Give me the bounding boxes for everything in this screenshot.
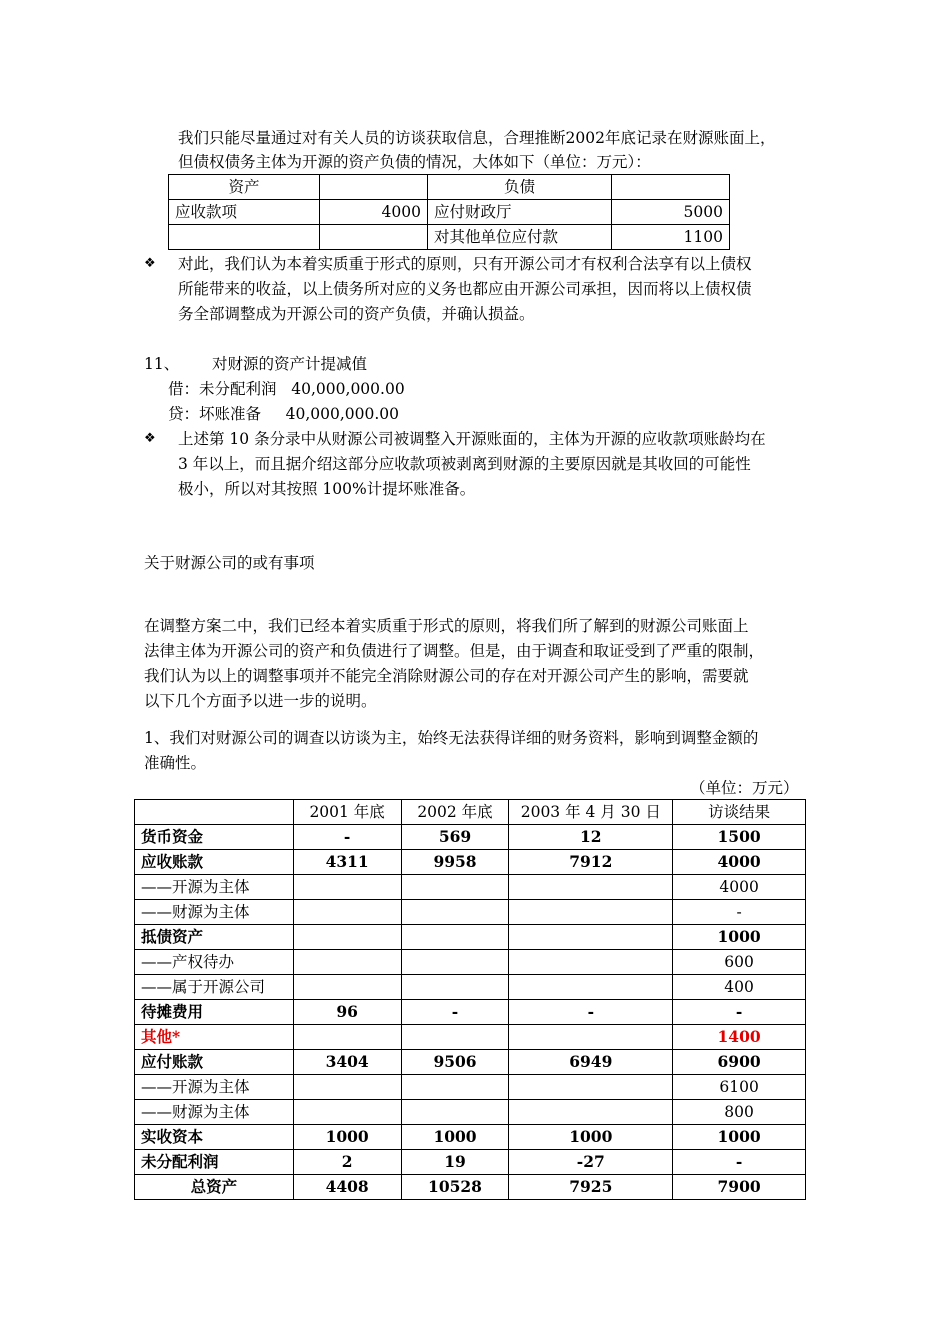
table-cell xyxy=(509,975,673,1000)
header-cell xyxy=(135,800,294,825)
table-cell: 19 xyxy=(401,1150,509,1175)
table-row xyxy=(135,1050,806,1075)
debit-entry: 借：未分配利润 40,000,000.00 xyxy=(168,380,405,398)
table-cell: 96 xyxy=(293,1000,401,1025)
row-label: ——开源为主体 xyxy=(135,875,294,900)
table-cell: 1500 xyxy=(673,825,806,850)
table-row xyxy=(135,1150,806,1175)
row-label: ——产权待办 xyxy=(135,950,294,975)
table-cell xyxy=(509,900,673,925)
header-cell: 2002 年底 xyxy=(401,800,509,825)
header-cell: 访谈结果 xyxy=(673,800,806,825)
table-cell: 6949 xyxy=(509,1050,673,1075)
table-cell: 12 xyxy=(509,825,673,850)
bullet1-line-1: 对此，我们认为本着实质重于形式的原则，只有开源公司才有权利合法享有以上债权 xyxy=(178,255,752,273)
table-cell: 7912 xyxy=(509,850,673,875)
row-label: 待摊费用 xyxy=(135,1000,294,1025)
bullet-icon: ❖ xyxy=(144,431,156,446)
table-cell xyxy=(293,1025,401,1050)
item-number: 11、 xyxy=(144,355,180,373)
table-cell xyxy=(293,1100,401,1125)
header-blank xyxy=(612,175,730,200)
table-cell: - xyxy=(293,825,401,850)
table-cell xyxy=(293,900,401,925)
table-cell xyxy=(509,1075,673,1100)
table-cell: 9958 xyxy=(401,850,509,875)
table-row xyxy=(135,900,806,925)
para2-line-1: 1、我们对财源公司的调查以访谈为主，始终无法获得详细的财务资料，影响到调整金额的 xyxy=(144,729,759,747)
table-cell: - xyxy=(673,900,806,925)
table-cell: 4408 xyxy=(293,1175,401,1200)
table-cell: 3404 xyxy=(293,1050,401,1075)
bullet1-line-2: 所能带来的收益，以上债务所对应的义务也都应由开源公司承担，因而将以上债权债 xyxy=(178,280,752,298)
table-row xyxy=(169,200,730,225)
table-cell xyxy=(509,925,673,950)
row-label: 货币资金 xyxy=(135,825,294,850)
table-cell: 2 xyxy=(293,1150,401,1175)
bullet2-line-3: 极小，所以对其按照 100%计提坏账准备。 xyxy=(178,480,476,498)
row-label: 抵债资产 xyxy=(135,925,294,950)
table-cell: 600 xyxy=(673,950,806,975)
table-cell: 1400 xyxy=(673,1025,806,1050)
bullet-icon: ❖ xyxy=(144,256,156,271)
item-title: 对财源的资产计提减值 xyxy=(212,355,368,373)
table-cell xyxy=(509,1100,673,1125)
table-cell: 1000 xyxy=(673,1125,806,1150)
table-cell: 1000 xyxy=(509,1125,673,1150)
bullet1-line-3: 务全部调整成为开源公司的资产负债，并确认损益。 xyxy=(178,305,535,323)
table-cell: 6100 xyxy=(673,1075,806,1100)
table-cell: - xyxy=(673,1000,806,1025)
table-cell: 569 xyxy=(401,825,509,850)
table-cell: 4000 xyxy=(673,875,806,900)
table-row xyxy=(135,1025,806,1050)
para2-line-2: 准确性。 xyxy=(144,754,207,772)
row-label: 未分配利润 xyxy=(135,1150,294,1175)
table-row xyxy=(135,1075,806,1100)
row-label: ——开源为主体 xyxy=(135,1075,294,1100)
bullet2-line-2: 3 年以上，而且据介绍这部分应收款项被剥离到财源的主要原因就是其收回的可能性 xyxy=(178,455,751,473)
header-cell: 2001 年底 xyxy=(293,800,401,825)
table-cell xyxy=(293,875,401,900)
table-cell xyxy=(509,950,673,975)
row-label: 实收资本 xyxy=(135,1125,294,1150)
bullet2-line-1: 上述第 10 条分录中从财源公司被调整入开源账面的，主体为开源的应收款项账龄均在 xyxy=(178,430,766,448)
intro-line-1: 我们只能尽量通过对有关人员的访谈获取信息，合理推断2002年底记录在财源账面上， xyxy=(178,129,776,147)
table-cell: - xyxy=(509,1000,673,1025)
header-blank xyxy=(320,175,428,200)
table-row xyxy=(135,850,806,875)
table-cell: 应付财政厅 xyxy=(428,200,612,225)
table-row xyxy=(135,1125,806,1150)
table-cell: 9506 xyxy=(401,1050,509,1075)
header-cell: 2003 年 4 月 30 日 xyxy=(509,800,673,825)
table-cell xyxy=(509,1025,673,1050)
table-cell: 对其他单位应付款 xyxy=(428,225,612,250)
table-cell: - xyxy=(673,1150,806,1175)
table-cell: 1000 xyxy=(293,1125,401,1150)
table-cell xyxy=(293,950,401,975)
table-cell xyxy=(401,1025,509,1050)
table-cell: 7900 xyxy=(673,1175,806,1200)
table-cell: 400 xyxy=(673,975,806,1000)
row-label: ——属于开源公司 xyxy=(135,975,294,1000)
table-cell: 800 xyxy=(673,1100,806,1125)
header-assets: 资产 xyxy=(169,175,320,200)
table-cell: 1100 xyxy=(612,225,730,250)
table-cell: 7925 xyxy=(509,1175,673,1200)
table-cell: 应收款项 xyxy=(169,200,320,225)
table-row xyxy=(135,1175,806,1200)
table-cell xyxy=(401,1075,509,1100)
balance-table xyxy=(168,174,730,250)
table-cell xyxy=(401,900,509,925)
row-label: 其他* xyxy=(135,1025,294,1050)
table-cell xyxy=(401,875,509,900)
table-cell: 4000 xyxy=(320,200,428,225)
table-row xyxy=(135,1100,806,1125)
table-cell: 5000 xyxy=(612,200,730,225)
row-label: ——财源为主体 xyxy=(135,900,294,925)
table-row xyxy=(169,225,730,250)
table-cell: 1000 xyxy=(401,1125,509,1150)
table-cell xyxy=(169,225,320,250)
table-cell: 10528 xyxy=(401,1175,509,1200)
table-cell xyxy=(509,875,673,900)
table-row xyxy=(135,825,806,850)
row-label: ——财源为主体 xyxy=(135,1100,294,1125)
unit-note: （单位：万元） xyxy=(690,779,799,797)
table-cell xyxy=(401,975,509,1000)
row-label: 应付账款 xyxy=(135,1050,294,1075)
table-header-row xyxy=(135,800,806,825)
row-label: 应收账款 xyxy=(135,850,294,875)
table-cell xyxy=(293,1075,401,1100)
financial-table xyxy=(134,799,806,1200)
table-cell: 6900 xyxy=(673,1050,806,1075)
credit-entry: 贷：坏账准备 40,000,000.00 xyxy=(168,405,400,423)
table-cell xyxy=(401,950,509,975)
table-row xyxy=(135,1000,806,1025)
table-cell xyxy=(293,925,401,950)
header-liabilities: 负债 xyxy=(428,175,612,200)
table-row xyxy=(135,950,806,975)
table-cell: 4311 xyxy=(293,850,401,875)
table-cell: 4000 xyxy=(673,850,806,875)
para1-line-4: 以下几个方面予以进一步的说明。 xyxy=(144,692,377,710)
para1-line-1: 在调整方案二中，我们已经本着实质重于形式的原则，将我们所了解到的财源公司账面上 xyxy=(144,617,749,635)
row-label: 总资产 xyxy=(135,1175,294,1200)
table-cell xyxy=(293,975,401,1000)
table-row xyxy=(135,875,806,900)
intro-line-2: 但债权债务主体为开源的资产负债的情况，大体如下（单位：万元）： xyxy=(178,153,651,171)
table-cell: - xyxy=(401,1000,509,1025)
table-cell xyxy=(401,925,509,950)
table-row xyxy=(135,975,806,1000)
table-cell: -27 xyxy=(509,1150,673,1175)
table-cell xyxy=(320,225,428,250)
para1-line-3: 我们认为以上的调整事项并不能完全消除财源公司的存在对开源公司产生的影响，需要就 xyxy=(144,667,749,685)
table-cell: 1000 xyxy=(673,925,806,950)
table-row xyxy=(135,925,806,950)
table-cell xyxy=(401,1100,509,1125)
table-header-row xyxy=(169,175,730,200)
para1-line-2: 法律主体为开源公司的资产和负债进行了调整。但是，由于调查和取证受到了严重的限制， xyxy=(144,642,765,660)
section-title: 关于财源公司的或有事项 xyxy=(144,554,315,572)
